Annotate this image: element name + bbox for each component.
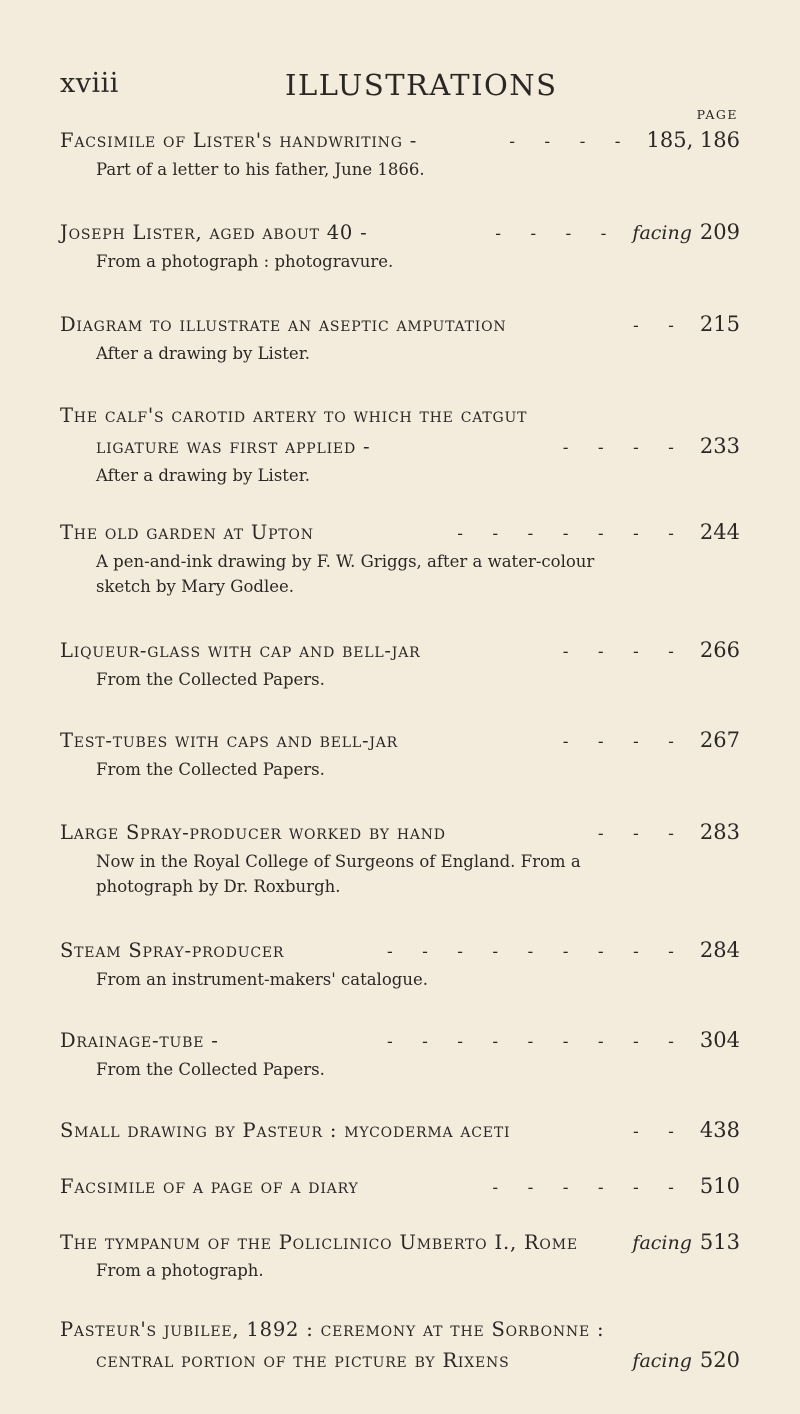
running-title: ILLUSTRATIONS (285, 68, 558, 102)
page-number: 244 (699, 520, 740, 544)
list-item (60, 921, 740, 1011)
entry-title-line (60, 711, 740, 757)
dot-leader: - - - - - - - - - (386, 942, 686, 962)
entry-note: A pen-and-ink drawing by F. W. Griggs, after a water-colour sketch by Mary Godlee. (96, 552, 595, 596)
entry-title-line (60, 203, 740, 249)
entry-title-line (60, 1213, 740, 1258)
dot-leader: - - - (597, 824, 686, 844)
dot-leader: - - (633, 1122, 686, 1142)
entry-title: The old garden at Upton (60, 521, 314, 544)
entry-title-line (60, 621, 740, 667)
page-number: 438 (699, 1118, 740, 1142)
list-item (60, 1011, 740, 1101)
page-number: 510 (699, 1174, 740, 1198)
entry-title-line (60, 1011, 740, 1057)
entry-title-line (60, 1101, 740, 1147)
entry-title-line (60, 803, 740, 849)
entry-title: Small drawing by Pasteur : mycoderma aceti (60, 1119, 511, 1142)
page-number: 513 (699, 1230, 740, 1254)
entry-title-line (60, 503, 740, 549)
page-number: 284 (699, 938, 740, 962)
page-number: 266 (699, 638, 740, 662)
book-page (60, 0, 740, 1414)
list-item (60, 621, 740, 711)
entry-title-line (60, 1301, 740, 1345)
dot-leader: - - - - (509, 132, 633, 152)
page-number: 267 (699, 728, 740, 752)
entry-title: Diagram to illustrate an aseptic amputation (60, 313, 507, 336)
entry-note: After a drawing by Lister. (96, 344, 311, 363)
page-number: 283 (699, 820, 740, 844)
dot-leader: - - - - (562, 642, 686, 662)
list-item (60, 1213, 740, 1301)
entry-title-line-2 (60, 431, 740, 463)
list-item (60, 125, 740, 203)
page-number: 185, 186 (646, 128, 740, 152)
entry-title: Drainage-tube - (60, 1029, 219, 1052)
entry-title-line (60, 295, 740, 341)
dot-leader: - - - - (562, 438, 686, 458)
entry-title: Joseph Lister, aged about 40 - (60, 221, 368, 244)
list-item (60, 1101, 740, 1157)
page-number: 233 (699, 434, 740, 458)
entry-note: From the Collected Papers. (96, 760, 325, 779)
entry-title-continued: central portion of the picture by Rixens (96, 1349, 510, 1372)
list-item (60, 803, 740, 921)
dot-leader: - - - - - - - (457, 524, 686, 544)
illustrations-list (60, 125, 740, 1381)
entry-title-line (60, 387, 740, 431)
entry-title-line (60, 125, 740, 157)
facing-label: facing (632, 1232, 692, 1254)
page-number: 215 (699, 312, 740, 336)
entry-title: Large Spray-producer worked by hand (60, 821, 446, 844)
entry-title: The calf's carotid artery to which the catgut (60, 404, 528, 427)
page-folio: xviii (60, 68, 119, 99)
list-item (60, 711, 740, 803)
dot-leader: - - - - - - - - - (386, 1032, 686, 1052)
page-number: 520 (699, 1348, 740, 1372)
entry-title: The tympanum of the Policlinico Umberto I., Rome (60, 1231, 578, 1254)
entry-title: Facsimile of a page of a diary (60, 1175, 359, 1198)
entry-note: From an instrument-makers' catalogue. (96, 970, 428, 989)
list-item (60, 295, 740, 387)
dot-leader: - - - - (562, 732, 686, 752)
list-item (60, 503, 740, 621)
list-item (60, 203, 740, 295)
list-item (60, 387, 740, 503)
entry-note: From the Collected Papers. (96, 670, 325, 689)
entry-note: After a drawing by Lister. (96, 466, 311, 485)
entry-title-line (60, 921, 740, 967)
page-column-label: PAGE (696, 107, 738, 122)
entry-note: Now in the Royal College of Surgeons of England. From a photograph by Dr. Roxburgh. (96, 852, 581, 896)
entry-title: Steam Spray-producer (60, 939, 285, 962)
dot-leader: - - (633, 316, 686, 336)
entry-title: Facsimile of Lister's handwriting - (60, 129, 418, 152)
entry-title: Liqueur-glass with cap and bell-jar (60, 639, 421, 662)
entry-note: Part of a letter to his father, June 1866. (96, 160, 425, 179)
list-item (60, 1301, 740, 1381)
running-head (60, 68, 740, 108)
facing-label: facing (632, 1350, 692, 1372)
dot-leader: - - - - - - (492, 1178, 686, 1198)
entry-title: Pasteur's jubilee, 1892 : ceremony at the Sorbonne : (60, 1318, 605, 1341)
entry-note: From a photograph : photogravure. (96, 252, 394, 271)
entry-note: From a photograph. (96, 1261, 264, 1280)
entry-title-line (60, 1157, 740, 1203)
dot-leader: - - - - (495, 224, 619, 244)
facing-label: facing (632, 222, 692, 244)
page-number: 304 (699, 1028, 740, 1052)
list-item (60, 1157, 740, 1213)
entry-title-line-2 (60, 1345, 740, 1376)
entry-note: From the Collected Papers. (96, 1060, 325, 1079)
entry-title-continued: ligature was first applied - (96, 435, 371, 458)
page-number: 209 (699, 220, 740, 244)
entry-title: Test-tubes with caps and bell-jar (60, 729, 399, 752)
